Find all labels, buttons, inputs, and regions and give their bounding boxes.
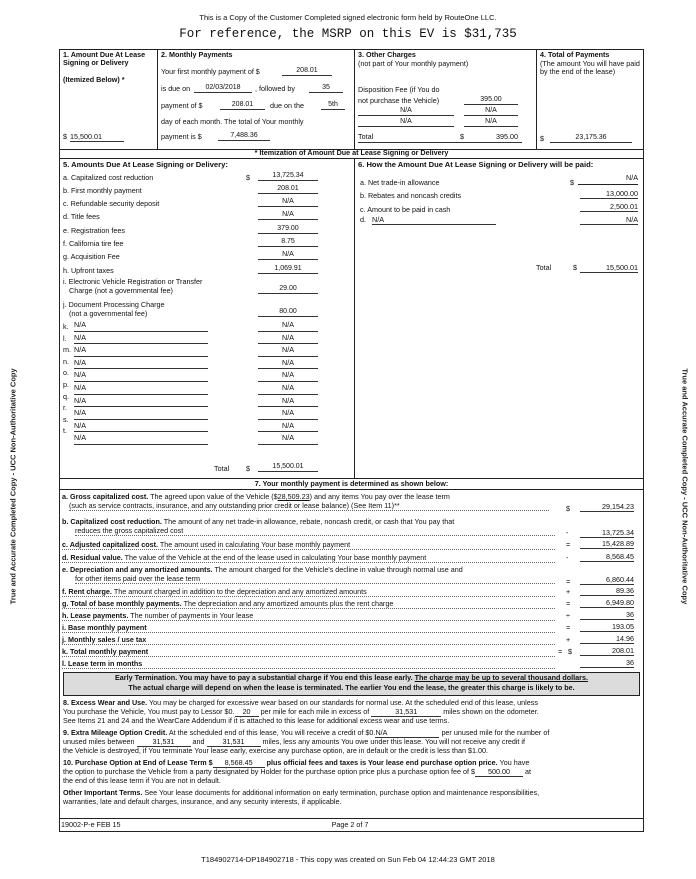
row-letter: m. — [63, 345, 71, 355]
left-side-label: True and Accurate Completed Copy - UCC Non-Authoritative Copy — [8, 368, 18, 605]
box2-text: , followed by — [255, 84, 295, 93]
sec7-d-text: The value of the Vehicle at the end of the lease used in calculating Your base monthly payment — [124, 553, 427, 562]
na-name: N/A — [74, 432, 208, 445]
row-letter: r. — [63, 403, 67, 413]
early-termination-text: Early Termination. You may have to pay a substantial charge if You end this lease early. — [115, 673, 413, 682]
due-day: 5th — [321, 101, 345, 110]
sec10-line3: the end of this lease term if You are not in default. — [63, 776, 221, 785]
sec5-item-label: b. First monthly payment — [63, 186, 142, 195]
sec5-item-label: c. Refundable security deposit — [63, 199, 160, 208]
sec7-a-text: ) and any items You pay over the lease term — [309, 492, 450, 501]
na-value: N/A — [258, 319, 318, 332]
na-name: N/A — [74, 344, 208, 357]
excess-miles: 31,531 — [371, 708, 441, 717]
sec5-item-label: (not a governmental fee) — [69, 309, 148, 318]
na-row-names — [74, 319, 208, 445]
sec10-text: You have — [499, 758, 530, 767]
sec7-c-label: c. Adjusted capitalized cost. — [62, 540, 158, 549]
na-value: N/A — [258, 357, 318, 370]
lease-term: 36 — [580, 659, 634, 668]
box3-title: 3. Other Charges — [358, 50, 416, 59]
box2-text: is due on — [161, 84, 191, 93]
sec7-f-text: The amount charged in addition to the depreciation and any amortized amounts — [113, 587, 367, 596]
sec5-item-value: N/A — [258, 211, 318, 220]
sec5-item-label: e. Registration fees — [63, 226, 125, 235]
sec5-item-label: h. Upfront taxes — [63, 266, 114, 275]
sec8-text: You purchase the Vehicle, You must pay to Lessor $0. — [63, 707, 235, 716]
na-value: N/A — [258, 344, 318, 357]
lease-payments: 36 — [580, 611, 634, 620]
sec7-b-label: b. Capitalized cost reduction. — [62, 517, 162, 526]
sec7-a-text: (such as service contracts, insurance, and any outstanding prior credit or lease balance) (See Item 11)** — [69, 502, 549, 511]
sec8-text: You may be charged for excessive wear based on our standards for normal use. At the scheduled end of this lease, unless — [149, 698, 538, 707]
operator: = — [566, 540, 571, 549]
right-side-label: True and Accurate Completed Copy - UCC Non-Authoritative Copy — [680, 368, 690, 605]
sec5-total: 15,500.01 — [258, 463, 318, 472]
sec5-item-label: i. Electronic Vehicle Registration or Transfer — [63, 277, 203, 286]
disposition-fee: 395.00 — [464, 96, 518, 105]
sec5-item-label: a. Capitalized cost reduction — [63, 173, 154, 182]
row-letter: n. — [63, 356, 69, 366]
na-row-letters — [63, 321, 71, 437]
sec5-item-value: 8.75 — [258, 238, 318, 247]
operator: + — [566, 635, 571, 644]
operator: = — [558, 647, 563, 656]
sec5-title: 5. Amounts Due At Lease Signing or Delivery: — [63, 160, 228, 169]
sec7-h-label: h. Lease payments. — [62, 611, 129, 620]
sec9-text: miles, less any amounts You owe under this lease. You will not receive any credit if — [262, 737, 526, 746]
na-name: N/A — [74, 395, 208, 408]
sec9-text: per unused mile for the number of — [441, 728, 550, 737]
sec5-item-label: g. Acquisition Fee — [63, 252, 120, 261]
depreciation: 6,860.44 — [580, 576, 634, 585]
row-letter: l. — [63, 333, 67, 343]
sec7-title: 7. Your monthly payment is determined as shown below: — [254, 479, 449, 488]
other-line2: warranties, late and default charges, insurance, and any security interests, if applicable. — [63, 797, 342, 806]
payment-amount: 208.01 — [220, 101, 265, 110]
sec9-text: At the scheduled end of this lease, You will receive a credit of $0. — [168, 728, 376, 737]
residual-value: 8,568.45 — [580, 553, 634, 562]
na-value: N/A — [258, 332, 318, 345]
sec7-i-label: i. Base monthly payment — [62, 624, 555, 633]
sec8-line3: See Items 21 and 24 and the WearCare Addendum if it is attached to this lease for additional excess wear and use terms. — [63, 716, 450, 725]
rebates-value: 13,000.00 — [580, 190, 638, 199]
box2-text: day of each month. The total of Your monthly — [161, 117, 304, 126]
na-value: N/A — [258, 395, 318, 408]
sec6-title: 6. How the Amount Due At Lease Signing or Delivery will be paid: — [358, 160, 594, 169]
msrp-reference: For reference, the MSRP on this EV is $31,735 — [179, 27, 517, 41]
box1-sub: (Itemized Below) * — [63, 75, 125, 84]
sec7-c-text: The amount used in calculating Your base monthly payment — [159, 540, 351, 549]
sec6-item-label: a. Net trade-in allowance — [360, 178, 440, 187]
sec9-heading: 9. Extra Mileage Option Credit. — [63, 728, 168, 737]
na-name: N/A — [74, 319, 208, 332]
box2-text: payment is $ — [161, 132, 202, 141]
sec7-d-label: d. Residual value. — [62, 553, 123, 562]
sec5-item-label: f. California tire fee — [63, 239, 124, 248]
itemization-heading: * Itemization of Amount Due at Lease Signing or Delivery — [254, 148, 449, 157]
box2-text: payment of $ — [161, 101, 203, 110]
sec7-j-label: j. Monthly sales / use tax — [62, 636, 555, 645]
vehicle-value: 28,509.23 — [277, 492, 310, 501]
box3-text: Disposition Fee (if You do — [358, 85, 440, 94]
operator: = — [566, 623, 571, 632]
sec7-h — [62, 612, 555, 621]
divider — [157, 49, 158, 149]
box2-text: Your first monthly payment of $ — [161, 67, 260, 76]
sec10-heading: 10. Purchase Option at End of Lease Term $ — [63, 758, 213, 767]
sec5-item-label: d. Title fees — [63, 212, 100, 221]
row-letter: o. — [63, 368, 69, 378]
rule — [59, 158, 644, 159]
sec8-text: per mile for each mile in excess of — [260, 707, 370, 716]
rent-charge: 89.36 — [580, 587, 634, 596]
sec5-total-label: Total — [214, 464, 230, 473]
sec7-dollar: $ — [566, 504, 570, 513]
sec5-item-value: N/A — [258, 251, 318, 260]
page-number: Page 2 of 7 — [331, 820, 369, 829]
sec6-total: 15,500.01 — [580, 264, 638, 273]
box1-title: 1. Amount Due At Lease Signing or Delivery — [63, 50, 146, 68]
monthly-tax: 14.96 — [580, 635, 634, 644]
rule — [59, 818, 644, 819]
sec6-item-label: b. Rebates and noncash credits — [360, 191, 462, 200]
early-termination-line2: The actual charge will depend on when the lease is terminated. The earlier You end the lease, the greater this charge is likely to be. — [128, 683, 575, 692]
adjusted-cap-cost: 15,428.89 — [580, 540, 634, 549]
form-number: 19002-P-e FEB 15 — [61, 820, 121, 829]
sec10-heading: plus official fees and taxes is Your lease end purchase option price. — [266, 758, 498, 767]
divider — [536, 49, 537, 149]
sec5-item-value: 379.00 — [258, 225, 318, 234]
box3-total-label: Total — [358, 132, 374, 141]
divider — [354, 49, 355, 149]
rule — [578, 184, 638, 185]
na-row-values — [258, 319, 318, 445]
row-letter: q. — [63, 391, 69, 401]
box2-text: due on the — [270, 101, 304, 110]
total-base-payments: 6,949.80 — [580, 599, 634, 608]
sec8-heading: 8. Excess Wear and Use. — [63, 698, 148, 707]
other-charge-value: N/A — [464, 107, 518, 116]
sec5-item-label: Charge (not a governmental fee) — [69, 286, 173, 295]
sec7-dollar: $ — [568, 647, 572, 656]
na-value: N/A — [258, 420, 318, 433]
mileage-credit: N/A — [375, 729, 439, 738]
total-monthly-payment: 208.01 — [580, 647, 634, 656]
sec6-item-label: d. — [360, 215, 366, 224]
operator: - — [566, 553, 569, 562]
other-heading: Other Important Terms. — [63, 788, 143, 797]
sec7-e-label: e. Depreciation and any amortized amounts. — [62, 565, 213, 574]
sec6-dollar: $ — [573, 263, 577, 272]
operator: + — [566, 587, 571, 596]
other-charges-total: 395.00 — [496, 132, 518, 141]
cash-value: 2,500.01 — [580, 203, 638, 212]
na-value: N/A — [258, 407, 318, 420]
box3-sub: (not part of Your monthly payment) — [358, 59, 469, 68]
purchase-option-fee: 500.00 — [475, 768, 523, 777]
row-letter: k. — [63, 322, 69, 331]
sec6-dollar: $ — [570, 178, 574, 187]
sec7-g — [62, 600, 555, 609]
na-value: N/A — [258, 369, 318, 382]
divider — [354, 158, 355, 478]
base-monthly-payment: 193.05 — [580, 623, 634, 632]
sec7-h-text: The number of payments in Your lease — [130, 611, 254, 620]
sec6-total-label: Total — [536, 263, 552, 272]
operator: ÷ — [566, 611, 570, 620]
na-value: N/A — [258, 382, 318, 395]
box4-sub: (The amount You will have paid by the end of the lease) — [540, 59, 640, 77]
payment-count: 35 — [309, 84, 343, 93]
box3-text: not purchase the Vehicle) — [358, 96, 440, 105]
sec5-item-value: 13,725.34 — [258, 172, 318, 181]
other-charge-name: N/A — [358, 107, 454, 116]
row-letter: t. — [63, 426, 67, 436]
miles-from: 31,531 — [137, 738, 191, 747]
due-date: 02/03/2018 — [194, 84, 252, 93]
other-charge-name: N/A — [358, 118, 454, 127]
box1-dollar: $ — [63, 132, 67, 141]
gross-cap-cost: 29,154.23 — [580, 503, 634, 512]
cap-cost-reduction: 13,725.34 — [580, 529, 634, 538]
sec7-b-text: The amount of any net trade-in allowance, rebate, noncash credit, or cash that You pay that — [163, 517, 455, 526]
sec9-text: and — [192, 737, 205, 746]
sec7-d — [62, 554, 555, 563]
sec7-k-label: k. Total monthly payment — [62, 648, 555, 657]
creation-stamp: T184902714-DP184902718 - This copy was created on Sun Feb 04 12:44:23 GMT 2018 — [201, 855, 495, 864]
box2-title: 2. Monthly Payments — [161, 50, 233, 59]
operator: = — [566, 577, 571, 586]
sec7-g-label: g. Total of base monthly payments. — [62, 599, 182, 608]
purchase-price: 8,568.45 — [213, 759, 265, 768]
sec6-d-name: N/A — [372, 216, 496, 225]
na-name: N/A — [74, 369, 208, 382]
sec5-dollar: $ — [246, 464, 250, 473]
other-text: See Your lease documents for additional information on early termination, purchase option and maintenance responsibilities, — [144, 788, 540, 797]
sec7-g-text: The depreciation and any amortized amounts plus the rent charge — [183, 599, 394, 608]
box1-value: 15,500.01 — [70, 133, 124, 142]
row-letter: s. — [63, 414, 69, 424]
total-of-payments: 23,175.36 — [550, 134, 632, 143]
sec6-item-label: c. Amount to be paid in cash — [360, 205, 451, 214]
copy-notice: This is a Copy of the Customer Completed signed electronic form held by RouteOne LLC. — [199, 13, 497, 22]
na-name: N/A — [74, 332, 208, 345]
early-termination-line1 — [63, 674, 640, 682]
box4-title: 4. Total of Payments — [540, 50, 610, 59]
sec5-dollar: $ — [246, 173, 250, 182]
early-termination-warning: The charge may be up to several thousand dollars. — [414, 673, 588, 682]
na-value: N/A — [258, 432, 318, 445]
sec7-a-label: a. Gross capitalized cost. — [62, 492, 149, 501]
row-letter: p. — [63, 379, 69, 389]
monthly-total: 7,488.36 — [218, 132, 270, 141]
sec7-c — [62, 541, 555, 550]
sec7-e-text: for other items paid over the lease term — [75, 575, 555, 584]
na-name: N/A — [74, 357, 208, 370]
operator: - — [566, 528, 569, 537]
operator: = — [566, 599, 571, 608]
box3-dollar: $ — [460, 132, 464, 141]
sec7-l-label: l. Lease term in months — [62, 660, 555, 669]
sec7-b-text: reduces the gross capitalized cost — [75, 527, 555, 536]
sec10-text: the option to purchase the Vehicle from a party designated by Holder for the purchase option price plus a purchase option fee of $ — [63, 767, 475, 776]
trade-in-value: N/A — [626, 173, 638, 182]
sec7-a-text: The agreed upon value of the Vehicle ($ — [150, 492, 278, 501]
miles-to: 31,531 — [207, 738, 261, 747]
sec5-item-value: 208.01 — [258, 185, 318, 194]
rule — [59, 489, 644, 490]
sec7-f-label: f. Rent charge. — [62, 587, 112, 596]
box4-dollar: $ — [540, 134, 544, 143]
na-name: N/A — [74, 407, 208, 420]
sec7-e-text: The amount charged for the Vehicle's decline in value through normal use and — [214, 565, 463, 574]
sec8-text: miles shown on the odometer. — [443, 707, 539, 716]
sec5-item-value: 29.00 — [258, 285, 318, 294]
na-name: N/A — [74, 382, 208, 395]
sec5-item-value: N/A — [258, 198, 318, 207]
sec9-line3: the Vehicle is destroyed, if You terminate Your lease early, exercise any purchase option, are in default or the credit is less than $1.00. — [63, 746, 488, 755]
other-charge-value: N/A — [464, 118, 518, 127]
first-payment: 208.01 — [282, 67, 332, 76]
na-name: N/A — [74, 420, 208, 433]
sec5-item-value: 80.00 — [258, 308, 318, 317]
sec7-f — [62, 588, 555, 597]
sec5-item-label: j. Document Processing Charge — [63, 300, 165, 309]
sec10-text: at — [524, 767, 531, 776]
excess-rate: 20 — [235, 708, 259, 717]
sec5-item-value: 1,069.91 — [258, 265, 318, 274]
sec6-d-value: N/A — [580, 216, 638, 225]
sec9-text: unused miles between — [63, 737, 135, 746]
